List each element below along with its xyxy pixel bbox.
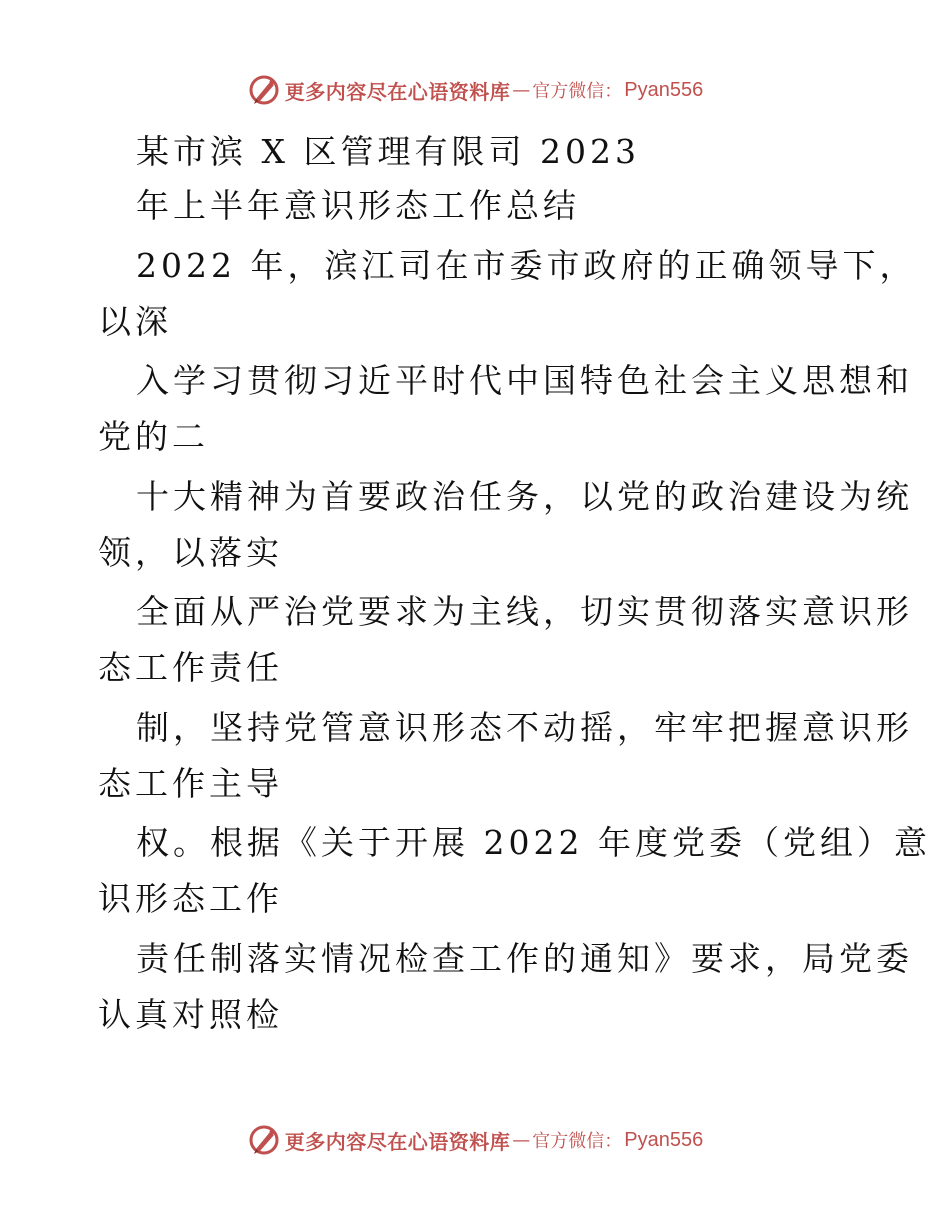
title-line-2: 年上半年意识形态工作总结 [136, 186, 580, 225]
title-line-1: 某市滨 X 区管理有限司 2023 [136, 132, 640, 171]
banner-wechat-id: Pyan556 [624, 78, 704, 101]
paragraph-line: 制，坚持党管意识形态不动摇，牢牢把握意识形 [136, 708, 913, 747]
paragraph-line: 责任制落实情况检查工作的通知》要求，局党委 [136, 939, 913, 978]
banner-slogan: 更多内容尽在心语资料库 [284, 79, 511, 104]
banner-wechat-label: 官方微信： [532, 1131, 623, 1152]
paragraph-line: 态工作主导 [98, 764, 283, 803]
banner-separator: — [512, 79, 531, 101]
paragraph-line: 领，以落实 [98, 533, 283, 572]
pen-logo-icon [247, 73, 281, 107]
pen-logo-icon [247, 1123, 281, 1157]
paragraph-line: 2022 年，滨江司在市委市政府的正确领导下， [136, 246, 917, 285]
paragraph-line: 认真对照检 [98, 995, 283, 1034]
paragraph-line: 以深 [98, 302, 172, 341]
banner-wechat-id: Pyan556 [624, 1128, 704, 1151]
paragraph-line: 入学习贯彻习近平时代中国特色社会主义思想和 [136, 361, 913, 400]
paragraph-line: 全面从严治党要求为主线，切实贯彻落实意识形 [136, 592, 913, 631]
banner-wechat-label: 官方微信： [532, 81, 623, 102]
banner-separator: — [512, 1129, 531, 1151]
paragraph-line: 态工作责任 [98, 648, 283, 687]
paragraph-line: 识形态工作 [98, 879, 283, 918]
header-banner [0, 70, 950, 110]
paragraph-line: 权。根据《关于开展 2022 年度党委（党组）意 [136, 823, 931, 862]
footer-banner [0, 1120, 950, 1160]
paragraph-line: 十大精神为首要政治任务，以党的政治建设为统 [136, 477, 913, 516]
banner-slogan: 更多内容尽在心语资料库 [284, 1129, 511, 1154]
paragraph-line: 党的二 [98, 417, 209, 456]
